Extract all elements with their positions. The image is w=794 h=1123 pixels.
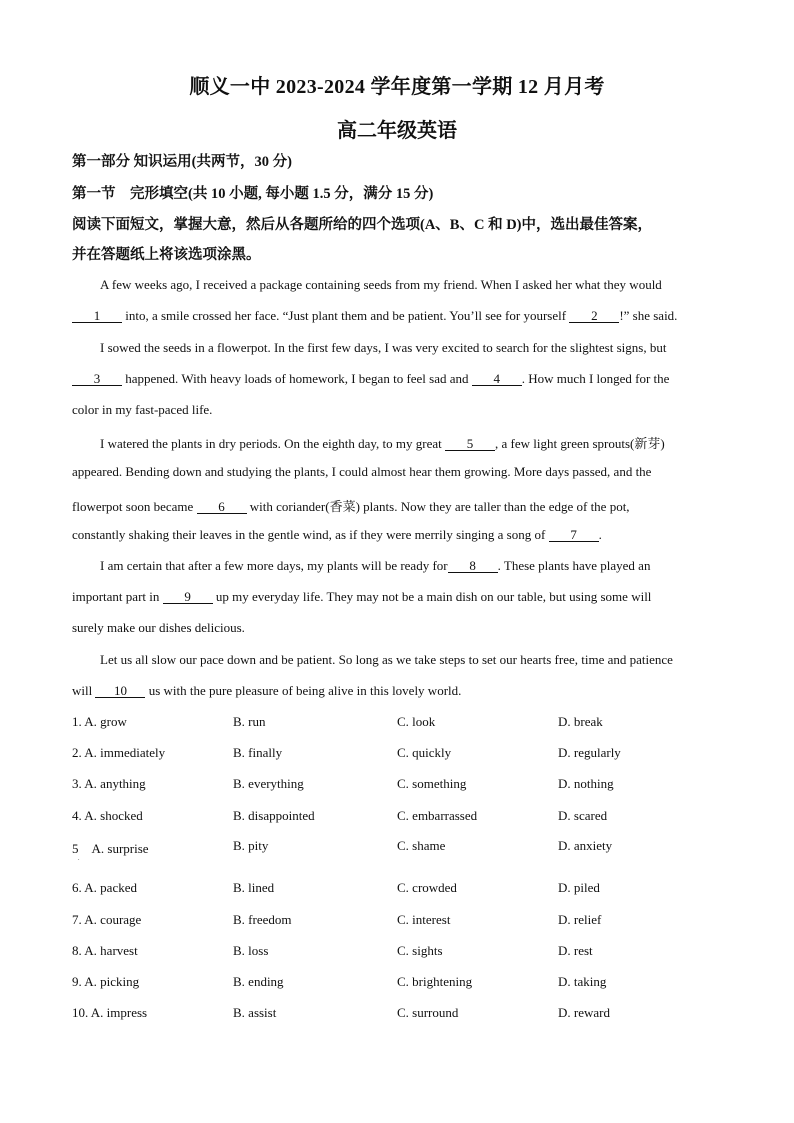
passage-line: 3 happened. With heavy loads of homework, I began to feel sad and 4 . How much I longed for the [72,371,669,387]
blank-5: 5 [445,437,495,451]
passage-line: flowerpot soon became 6 with coriander(香菜) plants. Now they are taller than the edge of the pot, [72,499,630,514]
option-3-b: B. everything [233,776,304,791]
passage-line: surely make our dishes delicious. [72,620,245,635]
option-7-c: C. interest [397,912,451,927]
option-6-c: C. crowded [397,880,457,895]
option-3-d: D. nothing [558,776,614,791]
option-6-d: D. piled [558,880,600,895]
option-4-b: B. disappointed [233,808,315,823]
option-8-d: D. rest [558,943,593,958]
option-8-a: 8. A. harvest [72,943,138,958]
option-9-d: D. taking [558,974,607,989]
option-1-d: D. break [558,714,603,729]
stray-dot: . [78,856,80,862]
option-6-a: 6. A. packed [72,880,137,895]
instructions-line1: 阅读下面短文，掌握大意，然后从各题所给的四个选项(A、B、C 和 D)中，选出最佳答案， [72,217,652,233]
option-5-b: B. pity [233,838,269,853]
passage-line: I watered the plants in dry periods. On the eighth day, to my great 5 , a few light green sprouts(新芽) [100,436,665,451]
option-7-a: 7. A. courage [72,912,142,927]
option-8-b: B. loss [233,943,269,958]
option-8-c: C. sights [397,943,443,958]
option-10-d: D. reward [558,1005,610,1020]
option-6-b: B. lined [233,880,275,895]
option-9-c: C. brightening [397,974,473,989]
option-3-c: C. something [397,776,467,791]
passage-line: I am certain that after a few more days, my plants will be ready for 8 . These plants have played an [100,558,651,573]
option-10-b: B. assist [233,1005,277,1020]
option-7-b: B. freedom [233,912,292,927]
option-9-b: B. ending [233,974,284,989]
exam-title: 顺义一中 2023-2024 学年度第一学期 12 月月考 [189,76,605,98]
part1-heading: 第一部分 知识运用(共两节，30 分) [72,154,292,170]
blank-6: 6 [197,500,247,514]
option-3-a: 3. A. anything [72,776,146,791]
passage-line: color in my fast-paced life. [72,402,213,417]
passage-line: A few weeks ago, I received a package containing seeds from my friend. When I asked her what they would [100,277,662,292]
blank-2: 2 [569,309,619,323]
section1-heading: 第一节 完形填空(共 10 小题, 每小题 1.5 分，满分 15 分) [72,186,434,202]
blank-9: 9 [163,590,213,604]
option-9-a: 9. A. picking [72,974,140,989]
blank-7: 7 [549,528,599,542]
option-5-c: C. shame [397,838,446,853]
option-5-d: D. anxiety [558,838,613,853]
option-1-b: B. run [233,714,266,729]
blank-4: 4 [472,372,522,386]
option-2-b: B. finally [233,745,283,760]
passage-line: 1 into, a smile crossed her face. “Just plant them and be patient. You’ll see for yourself 2 !” she said. [72,308,677,324]
option-2-c: C. quickly [397,745,452,760]
option-7-d: D. relief [558,912,602,927]
passage-line: Let us all slow our pace down and be patient. So long as we take steps to set our hearts free, time and patience [100,652,673,667]
exam-subtitle: 高二年级英语 [337,120,457,142]
instructions-line2: 并在答题纸上将该选项涂黑。 [72,247,261,263]
blank-10: 10 [95,684,145,698]
passage-line: important part in 9 up my everyday life. They may not be a main dish on our table, but using some will [72,589,652,604]
blank-3: 3 [72,372,122,386]
option-4-a: 4. A. shocked [72,808,143,823]
option-1-c: C. look [397,714,436,729]
blank-1: 1 [72,309,122,323]
option-10-a: 10. A. impress [72,1005,148,1020]
option-5-a: 5 A. surprise [72,841,149,856]
option-2-a: 2. A. immediately [72,745,166,760]
option-4-c: C. embarrassed [397,808,478,823]
option-10-c: C. surround [397,1005,459,1020]
blank-8: 8 [448,559,498,573]
passage-line: constantly shaking their leaves in the gentle wind, as if they were merrily singing a song of 7 . [72,527,602,542]
option-2-d: D. regularly [558,745,621,760]
passage-line: I sowed the seeds in a flowerpot. In the first few days, I was very excited to search for the slightest signs, but [100,340,667,355]
option-1-a: 1. A. grow [72,714,127,729]
option-4-d: D. scared [558,808,608,823]
passage-line: will 10 us with the pure pleasure of being alive in this lovely world. [72,683,462,698]
passage-line: appeared. Bending down and studying the plants, I could almost hear them growing. More days passed, and the [72,464,652,479]
